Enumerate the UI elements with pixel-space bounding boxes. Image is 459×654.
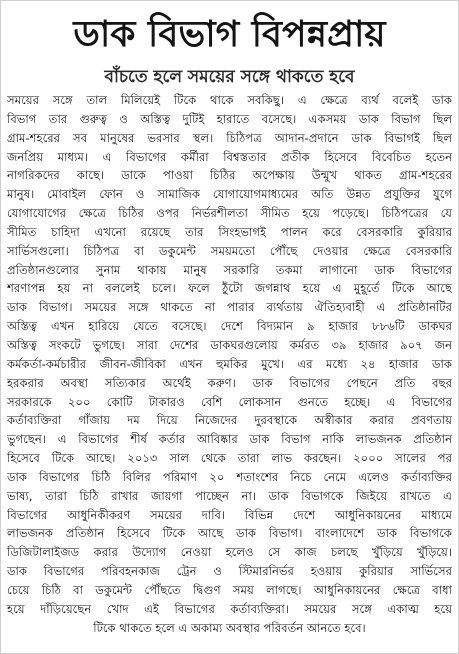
body-line: গ্রাম-শহরের সব মানুষের ভরসার স্থল। চিঠিপত্র আদান-প্রদানে ডাক বিভাগই ছিল <box>7 130 452 145</box>
body-line: বিভাগের আধুনিকীকরণ সময়ের দাবি। বিভিন্ন দেশে আধুনিকায়নের মাধ্যমে <box>7 507 452 522</box>
body-line: হরকরার অবস্থা সত্যিকার অর্থেই করুণ। ডাক বিভাগের পেছনে প্রতি বছর <box>7 375 452 390</box>
body-line: হিসেবে টিকে আছে। ২০১৩ সাল থেকে তারা লাভ করছেন। ২০০০ সালের পর <box>7 451 452 466</box>
body-line: ডাক বিভাগ। সময়ের সঙ্গে থাকতে না পারার ব্যর্থতায় ঐতিহ্যবাহী এ প্রতিষ্ঠানটির <box>7 300 452 315</box>
body-line: সরকারকে ২০০ কোটি টাকারও বেশি লোকসান গুনতে হচ্ছে। এ বিভাগের <box>7 394 452 409</box>
body-line: জনপ্রিয় মাধ্যম। এ বিভাগের কর্মীরা বিশ্বস্ততার প্রতীক হিসেবে বিবেচিত হতেন <box>7 149 452 164</box>
body-line: অস্তিত্ব এখন হারিয়ে যেতে বসেছে। দেশে বিদ্যমান ৯ হাজার ৮৮৬টি ডাকঘর <box>7 319 452 334</box>
body-line: টিকে থাকতে হলে এ অকাম্য অবস্থার পরিবর্তন আনতে হবে। <box>93 620 366 635</box>
body-line: ভুগছেন। এ বিভাগের শীর্ষ কর্তার আবিষ্কার ডাক বিভাগ নাকি লাভজনক প্রতিষ্ঠান <box>7 432 452 447</box>
body-line: বিভাগ তার গুরুত্ব ও অস্তিত্ব দুটিই হারাতে বসেছে। একসময় ডাক বিভাগ ছিল <box>7 111 452 126</box>
body-line: সময়ের সঙ্গে তাল মিলিয়েই টিকে থাকে সবকিছু। এ ক্ষেত্রে ব্যর্থ বলেই ডাক <box>7 93 452 107</box>
body-line: মানুষ। মোবাইল ফোন ও সামাজিক যোগাযোগমাধ্যমের অতি উন্নত প্রযুক্তির যুগে <box>7 187 452 202</box>
body-line: ভাষ্য, তারা চিঠি রাখার জায়গা পাচ্ছেন না। ডাক বিভাগকে জিইয়ে রাখতে এ <box>7 488 452 503</box>
body-line: হয়ে দাঁড়িয়েছেন খোদ এই বিভাগের কর্তাব্যক্তিরা। সময়ের সঙ্গে একাত্ম হয়ে <box>7 601 452 616</box>
body-line: সীমিত চাহিদা এখনো রয়েছে তার সিংহভাগই পালন করে বেসরকারি কুরিয়ার <box>7 224 452 239</box>
body-line: নাগরিকদের কাছে। ডাকে পাওয়া চিঠির অপেক্ষায় উন্মুখ থাকত গ্রাম-শহরের <box>7 168 452 183</box>
body-line: সার্ভিসগুলো। চিঠিপত্র বা ডকুমেন্ট সময়মতো পৌঁছে দেওয়ার ক্ষেত্রে বেসরকারি <box>7 243 452 258</box>
body-line: চেয়ে চিঠি বা ডকুমেন্ট পৌঁছতে দ্বিগুণ সময় লাগছে। আধুনিকায়নের ক্ষেত্রে বাধা <box>7 582 452 597</box>
body-line: অস্তিত্ব সংকটে ভুগছে। সারা দেশের ডাকঘরগুলোয় কর্মরত ৩৯ হাজার ৯০৭ জন <box>7 337 452 352</box>
body-line: যোগাযোগের ক্ষেত্রে চিঠির ওপর নির্ভরশীলতা সীমিত হয়ে পড়েছে। চিঠিপত্রের যে <box>7 206 452 221</box>
body-line: প্রতিষ্ঠানগুলোর সুনাম থাকায় মানুষ সরকারি তকমা লাগানো ডাক বিভাগের <box>7 262 452 277</box>
body-line: ডিজিটালাইজড করার উদ্যোগ নেওয়া হলেও সে কাজ চলছে খুঁড়িয়ে খুঁড়িয়ে। <box>7 545 452 560</box>
body-line: কর্মকর্তা-কর্মচারীর জীবন-জীবিকা এখন হুমকির মুখে। এর মধ্যে ২৪ হাজার ডাক <box>7 356 452 371</box>
headline: ডাক বিভাগ বিপন্নপ্রায় <box>73 13 386 55</box>
body-line: লাভজনক প্রতিষ্ঠান হিসেবে টিকে আছে ডাক বিভাগ। বাংলাদেশে ডাক বিভাগকে <box>7 526 452 541</box>
body-line: ডাক বিভাগের চিঠি বিলির পরিমাণ ২০ শতাংশের নিচে নেমে এলেও কর্তাব্যক্তির <box>7 469 452 484</box>
article-body <box>7 91 452 643</box>
body-line: ডাক বিভাগের পরিবহনকাজ ট্রেন ও স্টিমারনির্ভর হওয়ায় কুরিয়ার সার্ভিসের <box>7 564 452 579</box>
body-line: কর্তাব্যক্তিরা গাঁজায় দম দিয়ে নিজেদের দুরবস্থাকে অস্বীকার করার প্রবণতায় <box>7 413 452 428</box>
body-line: শরণাপন্ন হয় না বললেই চলে। ফলে ঠুঁটো জগন্নাথ হয়ে এ মুহূর্তে টিকে আছে <box>7 281 452 296</box>
subheadline: বাঁচতে হলে সময়ের সঙ্গে থাকতে হবে <box>104 67 355 87</box>
